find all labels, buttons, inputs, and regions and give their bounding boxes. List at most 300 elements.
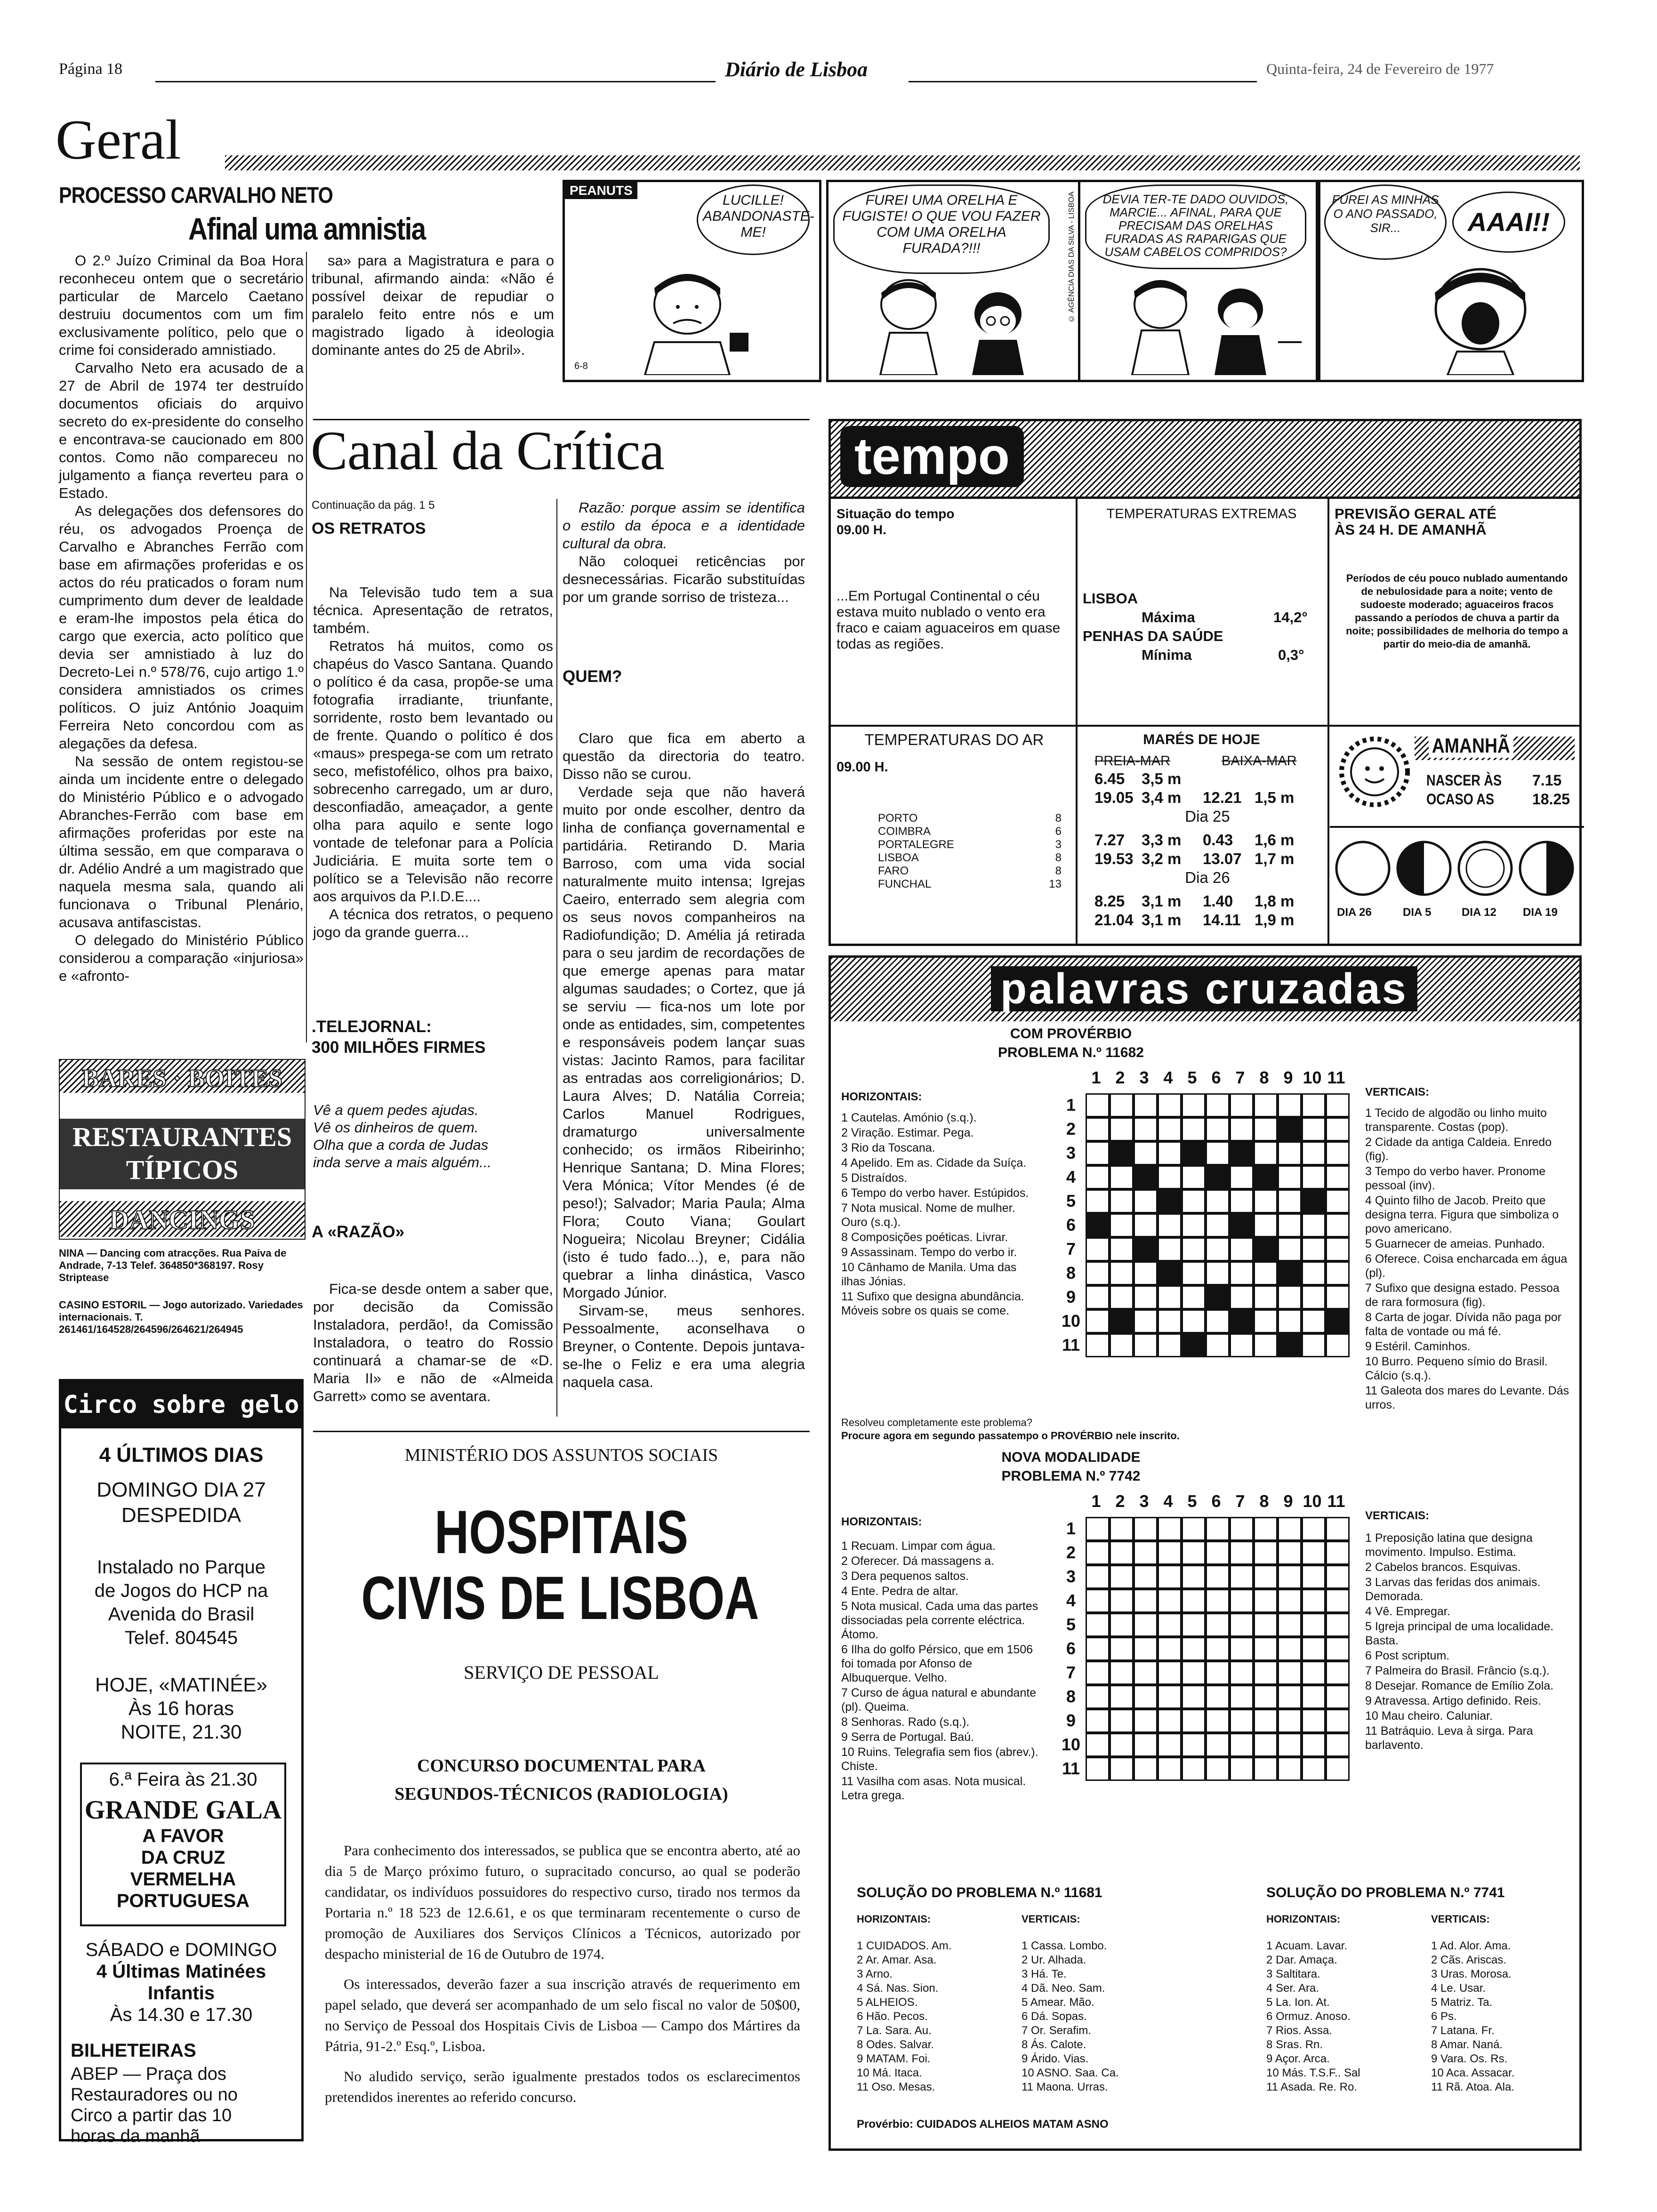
grid-cell[interactable] <box>1182 1685 1206 1709</box>
grid-cell[interactable] <box>1158 1565 1182 1589</box>
grid-cell[interactable] <box>1134 1093 1158 1117</box>
grid-cell[interactable] <box>1230 1165 1254 1189</box>
grid-cell[interactable] <box>1230 1637 1254 1661</box>
grid-cell[interactable] <box>1182 1733 1206 1757</box>
grid-cell[interactable] <box>1134 1261 1158 1285</box>
grid-cell[interactable] <box>1230 1565 1254 1589</box>
grid-cell[interactable] <box>1086 1261 1110 1285</box>
grid-cell[interactable] <box>1326 1309 1350 1333</box>
grid-cell[interactable] <box>1206 1757 1230 1781</box>
grid-cell[interactable] <box>1134 1661 1158 1685</box>
grid-cell[interactable] <box>1086 1141 1110 1165</box>
grid-cell[interactable] <box>1182 1709 1206 1733</box>
gala-line: PORTUGUESA <box>116 1891 250 1911</box>
hospitais-service: SERVIÇO DE PESSOAL <box>464 1662 659 1683</box>
grid-cell[interactable] <box>1182 1637 1206 1661</box>
grid-cell[interactable] <box>1326 1165 1350 1189</box>
grid-cell[interactable] <box>1182 1589 1206 1613</box>
grid-cell[interactable] <box>1134 1541 1158 1565</box>
canal-column-2 <box>563 499 805 606</box>
grid-cell[interactable] <box>1230 1733 1254 1757</box>
grid-cell[interactable] <box>1302 1589 1326 1613</box>
grid-cell[interactable] <box>1086 1517 1110 1541</box>
grid-cell[interactable] <box>1278 1285 1302 1309</box>
grid-cell[interactable] <box>1326 1565 1350 1589</box>
grid-cell[interactable] <box>1110 1093 1134 1117</box>
bilheteiras-line: Restauradores ou no <box>71 2085 238 2105</box>
circo-line: SÁBADO e DOMINGO <box>85 1940 277 1960</box>
grid-cell[interactable] <box>1158 1733 1182 1757</box>
grid-cell[interactable] <box>1302 1093 1326 1117</box>
grid-cell[interactable] <box>1230 1333 1254 1357</box>
grid-cell[interactable] <box>1134 1613 1158 1637</box>
grid-cell[interactable] <box>1182 1333 1206 1357</box>
grid-cell[interactable] <box>1278 1261 1302 1285</box>
grid-cell[interactable] <box>1134 1285 1158 1309</box>
grid-cell[interactable] <box>1158 1709 1182 1733</box>
tempo-mid-rule <box>831 725 1579 727</box>
sol2-vertical <box>1431 1939 1572 2094</box>
casino-listing: CASINO ESTORIL — Jogo autorizado. Variedades internacionais. T. 261461/164528/264596/264621/264945 <box>59 1299 303 1335</box>
grid-cell[interactable] <box>1302 1709 1326 1733</box>
grid-cell[interactable] <box>1302 1613 1326 1637</box>
grid-cell[interactable] <box>1326 1709 1350 1733</box>
bilheteiras-line: horas da manhã <box>71 2126 200 2146</box>
grid-cell[interactable] <box>1086 1189 1110 1213</box>
grid-cell[interactable] <box>1302 1165 1326 1189</box>
hospitais-concurso-2: SEGUNDOS-TÉCNICOS (RADIOLOGIA) <box>394 1784 728 1804</box>
grid-cell[interactable] <box>1326 1613 1350 1637</box>
grid-cell[interactable] <box>1158 1637 1182 1661</box>
grid-cell[interactable] <box>1230 1213 1254 1237</box>
grid-column-number: 2 <box>1115 1068 1125 1087</box>
hospitais-concurso-1: CONCURSO DOCUMENTAL PARA <box>417 1756 706 1776</box>
grid-cell[interactable] <box>1206 1309 1230 1333</box>
grid-cell[interactable] <box>1254 1117 1278 1141</box>
grid-cell[interactable] <box>1254 1637 1278 1661</box>
grid-cell[interactable] <box>1134 1333 1158 1357</box>
solution-line: 2 Ar. Amar. Asa. <box>857 1954 937 1966</box>
grid-cell[interactable] <box>1206 1141 1230 1165</box>
grid-cell[interactable] <box>1254 1565 1278 1589</box>
grid-cell[interactable] <box>1086 1093 1110 1117</box>
grid-cell[interactable] <box>1278 1165 1302 1189</box>
grid-cell[interactable] <box>1230 1141 1254 1165</box>
grid-cell[interactable] <box>1134 1517 1158 1541</box>
grid-cell[interactable] <box>1254 1333 1278 1357</box>
grid-cell[interactable] <box>1086 1541 1110 1565</box>
grid-cell[interactable] <box>1158 1093 1182 1117</box>
grid-cell[interactable] <box>1302 1541 1326 1565</box>
circo-line: NOITE, 21.30 <box>121 1721 242 1743</box>
grid-cell[interactable] <box>1254 1661 1278 1685</box>
ar-city-row <box>878 825 1062 838</box>
grid-cell[interactable] <box>1230 1517 1254 1541</box>
grid-cell[interactable] <box>1110 1309 1134 1333</box>
grid-cell[interactable] <box>1086 1757 1110 1781</box>
grid-cell[interactable] <box>1230 1589 1254 1613</box>
grid-cell[interactable] <box>1110 1661 1134 1685</box>
grid-cell[interactable] <box>1206 1637 1230 1661</box>
grid-cell[interactable] <box>1206 1117 1230 1141</box>
situacao-heading <box>837 506 954 538</box>
grid-cell[interactable] <box>1254 1285 1278 1309</box>
grid-cell[interactable] <box>1158 1141 1182 1165</box>
moon-day-label: DIA 5 <box>1403 906 1432 919</box>
grid-cell[interactable] <box>1302 1733 1326 1757</box>
grid-cell[interactable] <box>1302 1189 1326 1213</box>
grid-cell[interactable] <box>1230 1189 1254 1213</box>
grid-cell[interactable] <box>1254 1517 1278 1541</box>
grid-cell[interactable] <box>1326 1213 1350 1237</box>
grid-cell[interactable] <box>1326 1757 1350 1781</box>
grid-cell[interactable] <box>1110 1141 1134 1165</box>
grid-cell[interactable] <box>1254 1685 1278 1709</box>
grid-cell[interactable] <box>1254 1141 1278 1165</box>
p1-note-2: Procure agora em segundo passatempo o PROVÉRBIO nele inscrito. <box>841 1430 1180 1442</box>
grid-cell[interactable] <box>1158 1757 1182 1781</box>
grid-cell[interactable] <box>1086 1709 1110 1733</box>
canal-heading-telejornal <box>312 1017 486 1058</box>
circo-title: Circo sobre gelo <box>61 1381 301 1428</box>
grid-cell[interactable] <box>1230 1117 1254 1141</box>
grid-cell[interactable] <box>1158 1613 1182 1637</box>
mares-row <box>1094 850 1320 868</box>
grid-cell[interactable] <box>1134 1589 1158 1613</box>
grid-cell[interactable] <box>1182 1517 1206 1541</box>
grid-cell[interactable] <box>1278 1637 1302 1661</box>
grid-cell[interactable] <box>1326 1189 1350 1213</box>
grid-cell[interactable] <box>1278 1709 1302 1733</box>
grid-cell[interactable] <box>1278 1613 1302 1637</box>
comic-date-code: 6-8 <box>574 361 588 371</box>
grid-cell[interactable] <box>1110 1757 1134 1781</box>
grid-cell[interactable] <box>1182 1565 1206 1589</box>
hospitais-paragraph: Os interessados, deverão fazer a sua inscrição através de requerimento em papel selado, que deverá ser acompanhado de um selo fiscal no valor de 50$00, no Serviço de Pessoal dos Hospitais Civis de Lisboa — Campo dos Mártires da Pátria, 91-2.º Esq.º, Lisboa. <box>325 1976 800 2054</box>
grid-cell[interactable] <box>1086 1661 1110 1685</box>
grid-cell[interactable] <box>1182 1541 1206 1565</box>
grid-cell[interactable] <box>1134 1189 1158 1213</box>
grid-cell[interactable] <box>1110 1285 1134 1309</box>
grid-cell[interactable] <box>1230 1709 1254 1733</box>
grid-cell[interactable] <box>1230 1093 1254 1117</box>
grid-cell[interactable] <box>1278 1661 1302 1685</box>
grid-cell[interactable] <box>1302 1661 1326 1685</box>
circo-line: DESPEDIDA <box>121 1504 241 1527</box>
tempo-row-rule <box>831 497 1579 499</box>
grid-cell[interactable] <box>1110 1117 1134 1141</box>
grid-cell[interactable] <box>1278 1213 1302 1237</box>
grid-cell[interactable] <box>1206 1613 1230 1637</box>
article-paragraph: As delegações dos defensores do réu, os advogados Proença de Carvalho e Abranches Ferrão com base em afirmações proferidas e os actos do réu praticados o foram num cumprimento dum dever de lealdade e eram-lhe impostos pela ética do cargo que exercia, acto político que devia ser amnistiado à luz do Decreto-Lei n.º 578/76, cujo artigo 1.º considera amnistiados os crimes políticos. O juiz António Joaquim Ferreira Neto concordou com as alegações da defesa. <box>59 503 304 752</box>
grid-cell[interactable] <box>1230 1261 1254 1285</box>
grid-cell[interactable] <box>1302 1757 1326 1781</box>
grid-cell[interactable] <box>1086 1565 1110 1589</box>
clue: 5 Nota musical. Cada uma das partes dissociadas pela corrente eléctrica. Átomo. <box>841 1600 1038 1641</box>
grid-cell[interactable] <box>1278 1189 1302 1213</box>
grid-cell[interactable] <box>1158 1517 1182 1541</box>
grid-column-number: 9 <box>1283 1068 1293 1087</box>
grid-cell[interactable] <box>1326 1685 1350 1709</box>
grid-cell[interactable] <box>1326 1733 1350 1757</box>
grid-cell[interactable] <box>1254 1733 1278 1757</box>
grid-cell[interactable] <box>1086 1333 1110 1357</box>
circo-line: Às 16 horas <box>128 1697 234 1719</box>
grid-cell[interactable] <box>1254 1757 1278 1781</box>
grid-cell[interactable] <box>1302 1309 1326 1333</box>
grid-cell[interactable] <box>1134 1733 1158 1757</box>
grid-cell[interactable] <box>1278 1757 1302 1781</box>
grid-cell[interactable] <box>1254 1541 1278 1565</box>
grid-cell[interactable] <box>1110 1189 1134 1213</box>
grid-cell[interactable] <box>1278 1685 1302 1709</box>
grid-cell[interactable] <box>1158 1309 1182 1333</box>
mares-row <box>1094 911 1320 930</box>
ar-city-value: 8 <box>1055 812 1062 825</box>
grid-cell[interactable] <box>1326 1517 1350 1541</box>
grid-cell[interactable] <box>1182 1213 1206 1237</box>
grid-cell[interactable] <box>1158 1237 1182 1261</box>
grid-cell[interactable] <box>1110 1261 1134 1285</box>
grid-cell[interactable] <box>1182 1309 1206 1333</box>
grid-cell[interactable] <box>1110 1333 1134 1357</box>
baixa-label: BAIXA-MAR <box>1222 753 1297 769</box>
grid-cell[interactable] <box>1254 1213 1278 1237</box>
grid-cell[interactable] <box>1326 1285 1350 1309</box>
grid-cell[interactable] <box>1254 1709 1278 1733</box>
grid-column-number: 7 <box>1235 1491 1245 1511</box>
grid-cell[interactable] <box>1134 1685 1158 1709</box>
grid-cell[interactable] <box>1230 1757 1254 1781</box>
grid-row-number: 11 <box>1062 1335 1080 1354</box>
grid-cell[interactable] <box>1182 1285 1206 1309</box>
grid-cell[interactable] <box>1206 1237 1230 1261</box>
solution-line: 8 Ás. Calote. <box>1022 2038 1086 2051</box>
article-headline: Afinal uma amnistia <box>188 211 426 246</box>
solution-line: 1 Ad. Alor. Ama. <box>1431 1940 1511 1952</box>
grid-cell[interactable] <box>1086 1589 1110 1613</box>
grid-cell[interactable] <box>1206 1333 1230 1357</box>
grid-cell[interactable] <box>1278 1237 1302 1261</box>
grid-row-number: 4 <box>1066 1591 1076 1610</box>
grid-cell[interactable] <box>1158 1333 1182 1357</box>
grid-cell[interactable] <box>1110 1709 1134 1733</box>
grid-cell[interactable] <box>1254 1165 1278 1189</box>
grid-cell[interactable] <box>1206 1261 1230 1285</box>
grid-cell[interactable] <box>1158 1589 1182 1613</box>
grid-cell[interactable] <box>1278 1589 1302 1613</box>
grid-cell[interactable] <box>1206 1661 1230 1685</box>
mares-cell: 3,1 m <box>1142 892 1182 910</box>
solution-line: 3 Saltitara. <box>1266 1968 1320 1980</box>
grid-cell[interactable] <box>1182 1117 1206 1141</box>
grid-cell[interactable] <box>1158 1213 1182 1237</box>
grid-cell[interactable] <box>1182 1661 1206 1685</box>
grid-cell[interactable] <box>1206 1517 1230 1541</box>
grid-cell[interactable] <box>1206 1733 1230 1757</box>
grid-cell[interactable] <box>1254 1093 1278 1117</box>
grid-cell[interactable] <box>1134 1237 1158 1261</box>
grid-cell[interactable] <box>1086 1685 1110 1709</box>
circo-location <box>61 1555 301 1650</box>
bilheteiras-title: BILHETEIRAS <box>71 2040 196 2061</box>
grid-cell[interactable] <box>1182 1165 1206 1189</box>
grid-cell[interactable] <box>1326 1141 1350 1165</box>
grid-cell[interactable] <box>1110 1237 1134 1261</box>
grid-cell[interactable] <box>1230 1685 1254 1709</box>
grid-cell[interactable] <box>1086 1309 1110 1333</box>
grid-cell[interactable] <box>1182 1141 1206 1165</box>
grid-cell[interactable] <box>1110 1565 1134 1589</box>
grid-cell[interactable] <box>1086 1237 1110 1261</box>
grid-cell[interactable] <box>1086 1613 1110 1637</box>
grid-cell[interactable] <box>1278 1309 1302 1333</box>
grid-cell[interactable] <box>1302 1261 1326 1285</box>
grid-column-number: 8 <box>1259 1491 1269 1511</box>
grid-cell[interactable] <box>1110 1213 1134 1237</box>
grid-cell[interactable] <box>1230 1309 1254 1333</box>
grid-cell[interactable] <box>1182 1613 1206 1637</box>
grid-cell[interactable] <box>1326 1661 1350 1685</box>
grid-cell[interactable] <box>1278 1117 1302 1141</box>
grid-cell[interactable] <box>1086 1165 1110 1189</box>
grid-cell[interactable] <box>1110 1637 1134 1661</box>
grid-cell[interactable] <box>1206 1285 1230 1309</box>
grid-cell[interactable] <box>1254 1261 1278 1285</box>
mares-cell: 1,8 m <box>1255 892 1295 910</box>
grid-cell[interactable] <box>1110 1165 1134 1189</box>
grid-cell[interactable] <box>1086 1117 1110 1141</box>
grid-cell[interactable] <box>1086 1213 1110 1237</box>
grid-cell[interactable] <box>1158 1285 1182 1309</box>
comic-panel-2 <box>826 180 1080 382</box>
grid-cell[interactable] <box>1134 1709 1158 1733</box>
grid-cell[interactable] <box>1278 1517 1302 1541</box>
grid-cell[interactable] <box>1158 1541 1182 1565</box>
grid-cell[interactable] <box>1302 1565 1326 1589</box>
grid-cell[interactable] <box>1134 1213 1158 1237</box>
grid-cell[interactable] <box>1302 1685 1326 1709</box>
grid-cell[interactable] <box>1326 1261 1350 1285</box>
grid-cell[interactable] <box>1254 1613 1278 1637</box>
grid-cell[interactable] <box>1254 1237 1278 1261</box>
grid-cell[interactable] <box>1134 1165 1158 1189</box>
grid-cell[interactable] <box>1254 1309 1278 1333</box>
grid-cell[interactable] <box>1086 1637 1110 1661</box>
grid-cell[interactable] <box>1230 1613 1254 1637</box>
grid-cell[interactable] <box>1326 1541 1350 1565</box>
grid-cell[interactable] <box>1206 1589 1230 1613</box>
grid-cell[interactable] <box>1302 1517 1326 1541</box>
hospitais-paragraph: No aludido serviço, serão igualmente prestados todos os esclarecimentos pretendidos inerentes ao referido concurso. <box>325 2068 800 2105</box>
grid-cell[interactable] <box>1086 1733 1110 1757</box>
grid-cell[interactable] <box>1230 1541 1254 1565</box>
grid-cell[interactable] <box>1206 1565 1230 1589</box>
grid-cell[interactable] <box>1110 1589 1134 1613</box>
grid-cell[interactable] <box>1230 1285 1254 1309</box>
clue: 9 Assassinam. Tempo do verbo ir. <box>841 1246 1017 1259</box>
grid-cell[interactable] <box>1158 1685 1182 1709</box>
grid-cell[interactable] <box>1302 1285 1326 1309</box>
grid-cell[interactable] <box>1134 1637 1158 1661</box>
grid-cell[interactable] <box>1182 1093 1206 1117</box>
grid-cell[interactable] <box>1278 1333 1302 1357</box>
grid-cell[interactable] <box>1086 1285 1110 1309</box>
canal-paragraph: Fica-se desde ontem a saber que, por decisão da Comissão Instaladora, perdão!, da Comissão Instaladora, o teatro do Rossio continuará a chamar-se de «D. Maria II» e não de «Almeida Garrett» como se aventara. <box>313 1281 553 1404</box>
grid-cell[interactable] <box>1278 1733 1302 1757</box>
grid-cell[interactable] <box>1230 1661 1254 1685</box>
grid-cell[interactable] <box>1134 1757 1158 1781</box>
grid-cell[interactable] <box>1206 1189 1230 1213</box>
grid-cell[interactable] <box>1134 1141 1158 1165</box>
grid-cell[interactable] <box>1206 1709 1230 1733</box>
grid-cell[interactable] <box>1326 1237 1350 1261</box>
grid-cell[interactable] <box>1182 1261 1206 1285</box>
grid-cell[interactable] <box>1254 1189 1278 1213</box>
grid-cell[interactable] <box>1278 1093 1302 1117</box>
solution-line: 6 Ormuz. Anoso. <box>1266 2010 1351 2023</box>
grid-cell[interactable] <box>1302 1237 1326 1261</box>
grid-cell[interactable] <box>1158 1165 1182 1189</box>
grid-cell[interactable] <box>1230 1237 1254 1261</box>
grid-cell[interactable] <box>1278 1141 1302 1165</box>
grid-cell[interactable] <box>1158 1117 1182 1141</box>
grid-cell[interactable] <box>1206 1213 1230 1237</box>
grid-cell[interactable] <box>1206 1093 1230 1117</box>
grid-cell[interactable] <box>1158 1261 1182 1285</box>
grid-cell[interactable] <box>1302 1117 1326 1141</box>
grid-cell[interactable] <box>1278 1541 1302 1565</box>
hospitais-body <box>325 1840 800 2108</box>
grid-cell[interactable] <box>1134 1309 1158 1333</box>
grid-cell[interactable] <box>1326 1589 1350 1613</box>
gala-title: GRANDE GALA <box>84 1795 282 1825</box>
grid-cell[interactable] <box>1206 1685 1230 1709</box>
grid-cell[interactable] <box>1302 1637 1326 1661</box>
grid-cell[interactable] <box>1182 1189 1206 1213</box>
grid-cell[interactable] <box>1182 1757 1206 1781</box>
grid-cell[interactable] <box>1182 1237 1206 1261</box>
grid-cell[interactable] <box>1206 1541 1230 1565</box>
clue: 10 Ruins. Telegrafia sem fios (abrev.). Chiste. <box>841 1746 1038 1773</box>
grid-cell[interactable] <box>1206 1165 1230 1189</box>
dancings-title: DANCINGS <box>109 1204 255 1235</box>
grid-cell[interactable] <box>1134 1565 1158 1589</box>
canal-paragraph: A técnica dos retratos, o pequeno jogo da grande guerra... <box>313 906 553 940</box>
grid-cell[interactable] <box>1110 1517 1134 1541</box>
grid-column-number: 2 <box>1115 1491 1125 1511</box>
clue: 4 Ente. Pedra de altar. <box>841 1585 958 1598</box>
grid-cell[interactable] <box>1110 1733 1134 1757</box>
grid-cell[interactable] <box>1326 1093 1350 1117</box>
grid-column-number: 11 <box>1327 1068 1345 1087</box>
grid-cell[interactable] <box>1110 1685 1134 1709</box>
grid-cell[interactable] <box>1326 1117 1350 1141</box>
grid-cell[interactable] <box>1158 1661 1182 1685</box>
grid-cell[interactable] <box>1302 1141 1326 1165</box>
grid-cell[interactable] <box>1302 1333 1326 1357</box>
grid-cell[interactable] <box>1302 1213 1326 1237</box>
grid-cell[interactable] <box>1254 1589 1278 1613</box>
grid-cell[interactable] <box>1134 1117 1158 1141</box>
grid-cell[interactable] <box>1158 1189 1182 1213</box>
grid-cell[interactable] <box>1110 1613 1134 1637</box>
grid-cell[interactable] <box>1326 1333 1350 1357</box>
grid-cell[interactable] <box>1110 1541 1134 1565</box>
grid-cell[interactable] <box>1326 1637 1350 1661</box>
grid-cell[interactable] <box>1278 1565 1302 1589</box>
crying-girl-figure <box>1349 257 1556 375</box>
